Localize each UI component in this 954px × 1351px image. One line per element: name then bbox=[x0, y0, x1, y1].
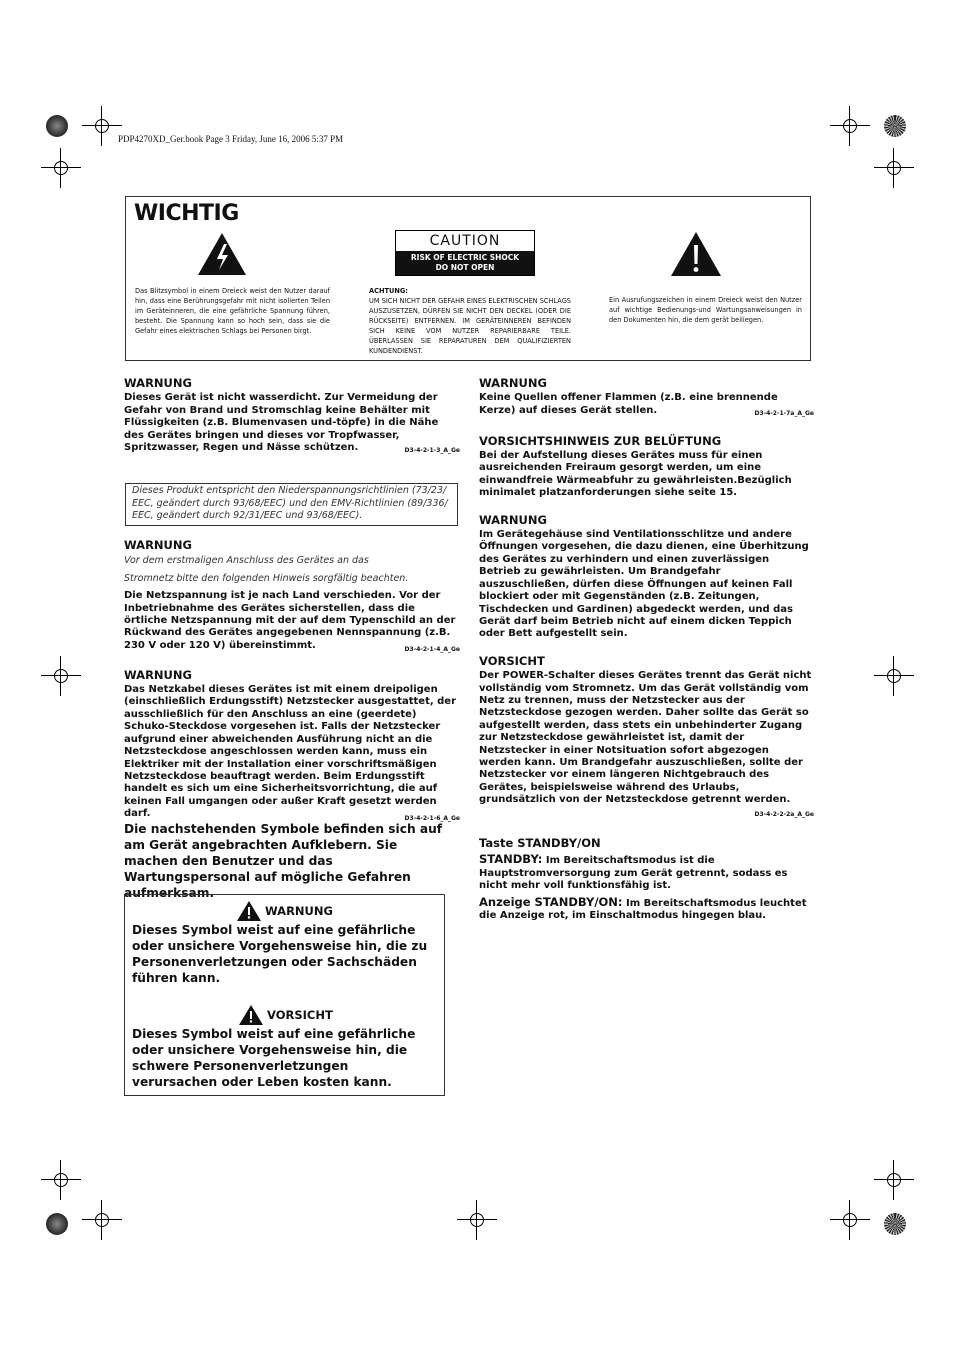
registration-mark bbox=[874, 148, 914, 188]
exclamation-symbol-text: Ein Ausrufungszeichen in einem Dreieck weist den Nutzer auf wichtige Bedienungs-und Wartungsanweisungen in den Dokumenten hin, die dem gerät beiliegen. bbox=[609, 296, 802, 324]
print-mark-disc bbox=[46, 115, 68, 137]
important-title: WICHTIG bbox=[134, 201, 239, 226]
page-header-info: PDP4270XD_Ger.book Page 3 Friday, June 16, 2006 5:37 PM bbox=[118, 134, 344, 144]
section-heading: WARNUNG bbox=[124, 538, 192, 552]
doc-code: D3-4-2-1-3_A_Ge bbox=[404, 447, 460, 455]
compliance-info-box: Dieses Produkt entspricht den Niederspannungsrichtlinien (73/23/ EEC, geändert durch 93/68/EEC) und den EMV-Richtlinien (89/336/ EEC, geändert durch 92/31/EEC und 93/68/EEC). bbox=[125, 483, 458, 526]
registration-mark bbox=[874, 656, 914, 696]
section-text: Dieses Gerät ist nicht wasserdicht. Zur Vermeidung der Gefahr von Brand und Stromschlag keine Behälter mit Flüssigkeiten (z.B. Blumenvasen und-töpfe) in die Nähe des Gerätes bringen und dieses vor Tropfwasser, Spritzwasser, Regen und Nässe schützen. bbox=[124, 392, 439, 454]
doc-code: D3-4-2-1-6_A_Ge bbox=[404, 814, 460, 822]
left-column bbox=[124, 377, 460, 458]
registration-mark bbox=[41, 1160, 81, 1200]
lightning-symbol-text: Das Blitzsymbol in einem Dreieck weist den Nutzer darauf hin, dass eine Berührungsgefahr mit nicht isolierten Teilen im Geräteinneren, die eine gefährliche Spannung führen, besteht. Die Spannung kann so hoch sein, dass sie die Gefahr eines elektrischen Schlags bei Personen birgt. bbox=[135, 287, 330, 335]
caution-line: RISK OF ELECTRIC SHOCK bbox=[410, 253, 520, 262]
symbol-warn-label: WARNUNG bbox=[265, 904, 333, 918]
important-warning-box bbox=[125, 196, 811, 361]
caution-line: DO NOT OPEN bbox=[435, 263, 495, 272]
print-mark-disc bbox=[884, 115, 906, 137]
symbol-warn-text: Dieses Symbol weist auf eine gefährliche oder unsichere Vorgehensweise hin, die zu Personenverletzungen oder Sachschäden führen kann. bbox=[132, 923, 428, 985]
section-heading: WARNUNG bbox=[479, 376, 547, 390]
section-text: Das Netzkabel dieses Gerätes ist mit einem dreipoligen (einschließlich Erdungsstift) Netzstecker ausgestattet, der ausschließlich für den Anschluss an eine (geerdete) Schuko-Steckdose vorgesehen ist. Falls der Netzstecker aufgrund einer abweichenden Ausführung nicht an die Netzsteckdose angeschlossen werden kann, muss ein Elektriker mit der Installation einer vorschriftsmäßigen Netzsteckdose beauftragt werden. Beim Erdungsstift handelt es sich um eine Sicherheitsvorrichtung, die auf keinen Fall umgangen oder außer Kraft gesetzt werden darf. bbox=[124, 684, 457, 820]
achtung-block bbox=[369, 286, 571, 356]
exclamation-warning-icon bbox=[239, 1005, 263, 1025]
indicator-paragraph bbox=[479, 896, 814, 923]
print-mark-disc bbox=[884, 1213, 906, 1235]
symbol-warn-row bbox=[237, 901, 333, 921]
symbols-box bbox=[124, 894, 445, 1096]
doc-code: D3-4-2-1-7a_A_Ge bbox=[754, 410, 814, 418]
section-text: Im Gerätegehäuse sind Ventilationsschlitze und andere Öffnungen vorgesehen, die dazu dienen, eine Überhitzung des Gerätes zu verhindern und einen zuverlässigen Betrieb zu gewährleisten. Um Brandgefahr auszuschließen, dürfen diese Öffnungen auf keinen Fall blockiert oder mit Gegenständen (z.B. Zeitungen, Tischdecken und Gardinen) abgedeckt werden, und das Gerät darf beim Betrieb nicht auf einem dicken Teppich oder Bett aufgestellt sein. bbox=[479, 529, 809, 640]
indicator-text: Im Bereitschaftsmodus leuchtet die Anzeige rot, im Einschaltmodus hingegen blau. bbox=[479, 897, 807, 922]
registration-mark bbox=[41, 656, 81, 696]
section-text: Der POWER-Schalter dieses Gerätes trennt das Gerät nicht vollständig vom Stromnetz. Um das Gerät vollständig vom Netz zu trennen, muss der Netzstecker aus der Netzsteckdose gezogen werden. Daher sollte das Gerät so aufgestellt werden, dass stets ein unbehinderter Zugang zur Netzsteckdose gewährleistet ist, damit der Netzstecker in einer Notsituation sofort abgezogen werden kann. Um Brandgefahr auszuschließen, sollte der Netzstecker vor einem längeren Nichtgebrauch des Gerätes, beispielsweise während des Urlaubs, grundsätzlich von der Netzsteckdose getrennt werden. bbox=[479, 670, 812, 806]
symbol-caution-label: VORSICHT bbox=[267, 1008, 333, 1022]
section-heading: WARNUNG bbox=[124, 376, 192, 390]
section-heading: WARNUNG bbox=[479, 512, 547, 527]
symbol-caution-row bbox=[239, 1005, 333, 1025]
registration-mark bbox=[457, 1200, 497, 1240]
standby-paragraph bbox=[479, 853, 814, 892]
section-intro: Stromnetz bitte den folgenden Hinweis sorgfältig beachten. bbox=[124, 572, 409, 584]
print-mark-disc bbox=[46, 1213, 68, 1235]
standby-label: STANDBY: bbox=[479, 852, 543, 867]
symbols-intro: Die nachstehenden Symbole befinden sich auf am Gerät angebrachten Aufklebern. Sie machen den Benutzer und das Wartungspersonal auf mögliche Gefahren aufmerksam. bbox=[124, 822, 443, 900]
left-column-2 bbox=[124, 539, 460, 825]
doc-code: D3-4-2-1-4_A_Ge bbox=[404, 646, 460, 654]
exclamation-warning-icon bbox=[670, 231, 722, 277]
doc-code: D3-4-2-2-2a_A_Ge bbox=[754, 810, 814, 818]
registration-mark bbox=[82, 1200, 122, 1240]
indicator-label: Anzeige STANDBY/ON: bbox=[479, 894, 623, 909]
exclamation-warning-icon bbox=[237, 901, 261, 921]
section-heading: WARNUNG bbox=[124, 667, 192, 682]
registration-mark bbox=[41, 148, 81, 188]
caution-title: CAUTION bbox=[429, 233, 501, 249]
section-text: Die Netzspannung ist je nach Land verschieden. Vor der Inbetriebnahme des Gerätes sicherstellen, dass die örtliche Netzspannung mit der auf dem Typenschild an der Rückwand des Gerätes angegebenen Nennspannung (z.B. 230 V oder 120 V) übereinstimmt. bbox=[124, 590, 456, 651]
achtung-heading: ACHTUNG: bbox=[369, 287, 408, 295]
caution-subtitle bbox=[396, 251, 534, 275]
standby-text: Im Bereitschaftsmodus ist die Hauptstromversorgung zum Gerät getrennt, sodass es nicht mehr voll funktionsfähig ist. bbox=[479, 855, 788, 892]
registration-mark bbox=[830, 106, 870, 146]
section-heading: VORSICHTSHINWEIS ZUR BELÜFTUNG bbox=[479, 433, 722, 448]
registration-mark bbox=[830, 1200, 870, 1240]
section-heading: VORSICHT bbox=[479, 653, 545, 668]
registration-mark bbox=[874, 1160, 914, 1200]
lightning-warning-icon bbox=[197, 232, 247, 276]
achtung-text: UM SICH NICHT DER GEFAHR EINES ELEKTRISCHEN SCHLAGS AUSZUSETZEN, DÜRFEN SIE NICHT DEN DECKEL (ODER DIE RÜCKSEITE) ENTFERNEN. IM GERÄTEINNEREN BEFINDEN SICH KEINE VOM NUTZER REPARIERBARE TEILE. ÜBERLASSEN SIE REPARATUREN DEM QUALIFIZIERTEN KUNDENDIENST. bbox=[369, 297, 571, 355]
section-text: Keine Quellen offener Flammen (z.B. eine brennende Kerze) auf dieses Gerät stellen. bbox=[479, 392, 778, 416]
section-text: Bei der Aufstellung dieses Gerätes muss für einen ausreichenden Freiraum gesorgt werden, um eine einwandfreie Wärmeabfuhr zu gewährleisten.Bezüglich minimalet platzanforderungen siehe seite 15. bbox=[479, 450, 792, 499]
caution-label bbox=[395, 230, 535, 276]
section-heading: Taste STANDBY/ON bbox=[479, 836, 601, 850]
symbol-caution-text: Dieses Symbol weist auf eine gefährliche oder unsichere Vorgehensweise hin, die schwere Personenverletzungen verursachen oder Leben kosten kann. bbox=[132, 1027, 416, 1089]
registration-mark bbox=[82, 106, 122, 146]
section-intro: Vor dem erstmaligen Anschluss des Gerätes an das bbox=[124, 555, 369, 567]
right-column bbox=[479, 377, 814, 922]
